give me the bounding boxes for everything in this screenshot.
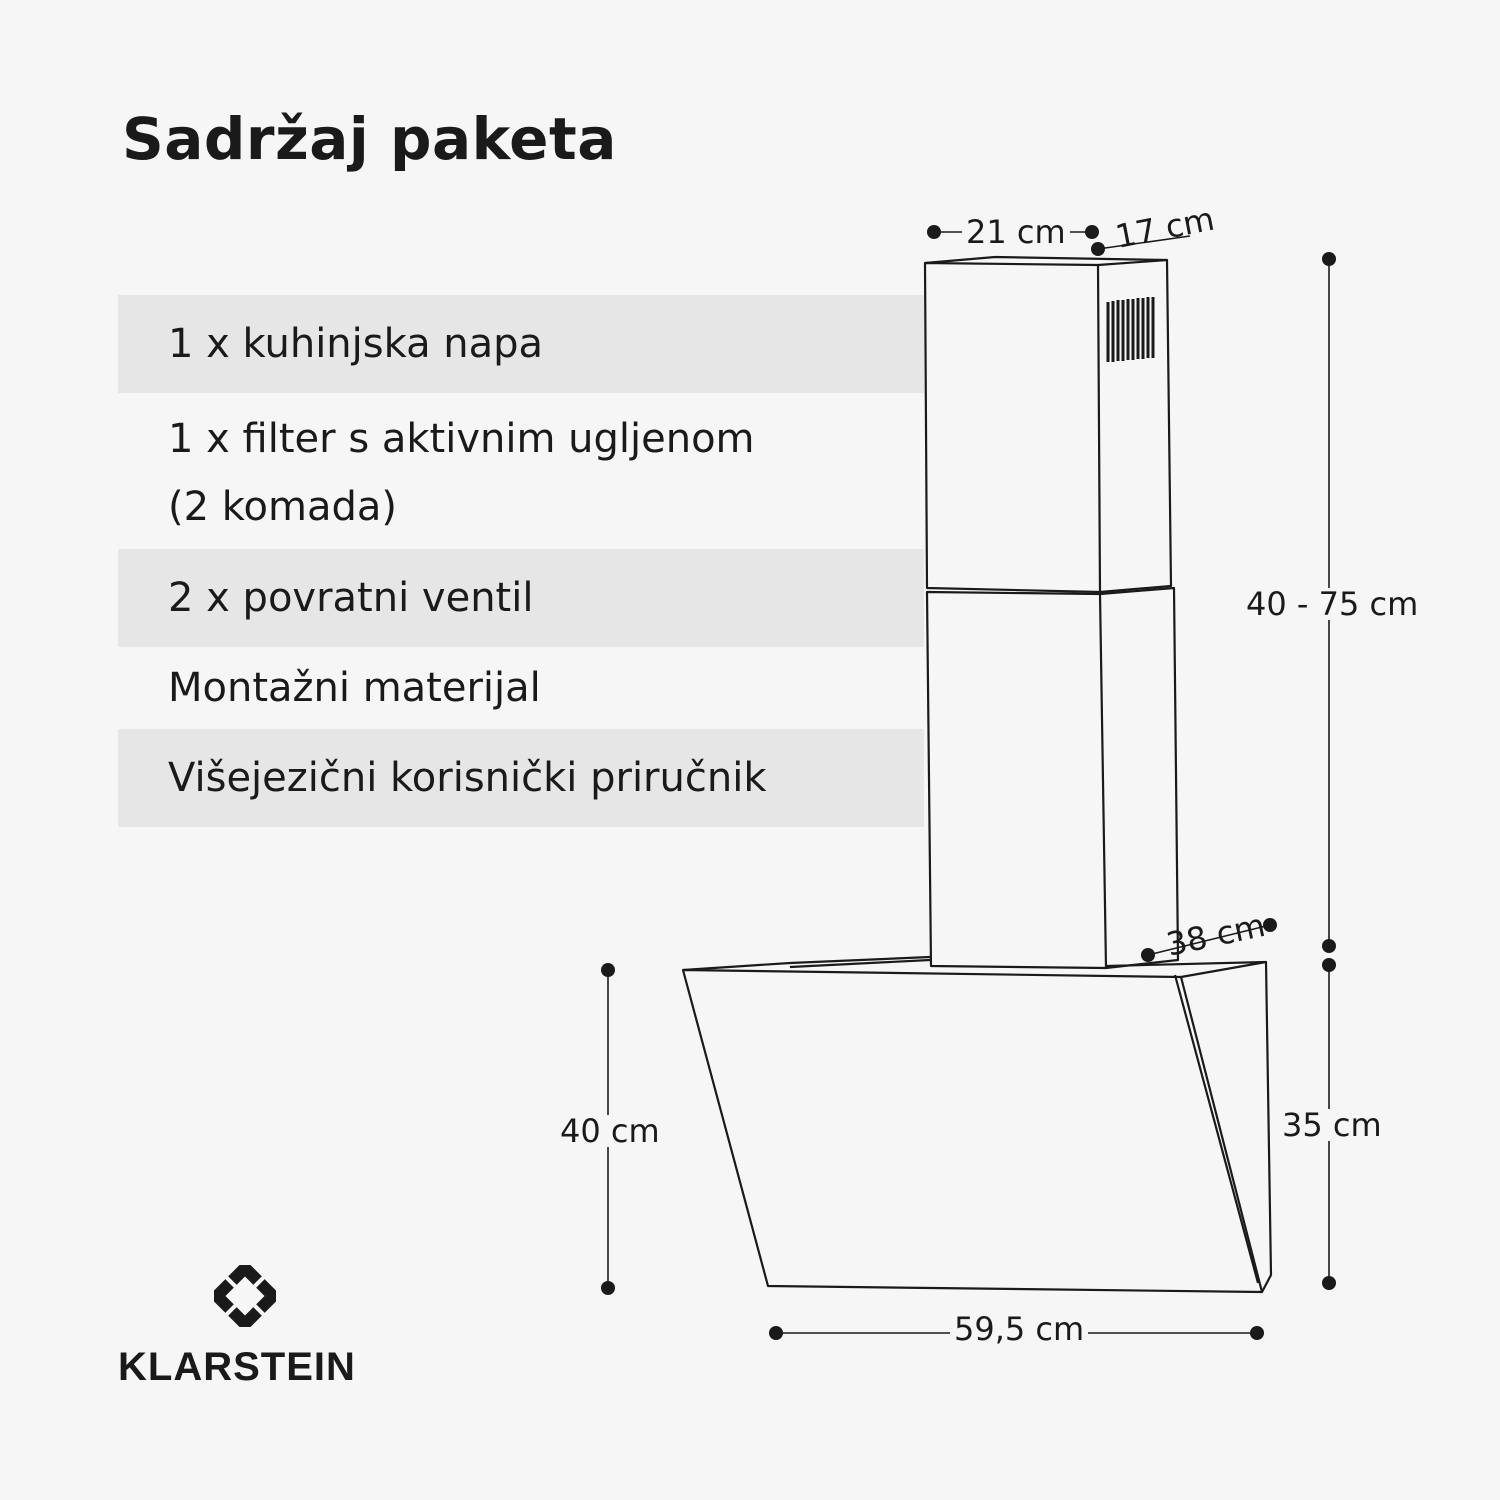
klarstein-logo-icon	[214, 1265, 276, 1327]
page-title: Sadržaj paketa	[122, 105, 617, 173]
dim-label-hood-height-back: 35 cm	[1278, 1109, 1386, 1141]
dim-label-hood-width: 59,5 cm	[950, 1313, 1088, 1345]
dim-label-hood-depth: 38 cm	[1162, 905, 1269, 964]
hood-inner-edge	[1175, 975, 1258, 1283]
dim-label-hood-height-front: 40 cm	[556, 1115, 664, 1147]
chimney-lower	[927, 592, 1106, 968]
list-item-text: 2 x povratni ventil	[168, 575, 534, 621]
list-item-text: Montažni materijal	[168, 665, 541, 711]
brand-name: KLARSTEIN	[118, 1345, 356, 1389]
dim-label-chimney-width: 21 cm	[962, 216, 1070, 248]
list-item-text: Višejezični korisnički priručnik	[168, 755, 767, 801]
chimney-upper	[925, 263, 1100, 592]
list-item-subtext: (2 komada)	[168, 484, 397, 530]
hood-front-glass	[683, 970, 1262, 1292]
chimney-lower-side	[1100, 588, 1178, 968]
dimension-endpoints	[601, 225, 1336, 1340]
hood-side	[1181, 962, 1271, 1292]
dim-label-chimney-height: 40 - 75 cm	[1242, 588, 1422, 620]
vent-grille	[1108, 297, 1153, 362]
dim-label-chimney-depth: 17 cm	[1112, 199, 1218, 256]
list-item-text: 1 x kuhinjska napa	[168, 321, 544, 367]
list-item-text: 1 x filter s aktivnim ugljenom	[168, 416, 755, 462]
